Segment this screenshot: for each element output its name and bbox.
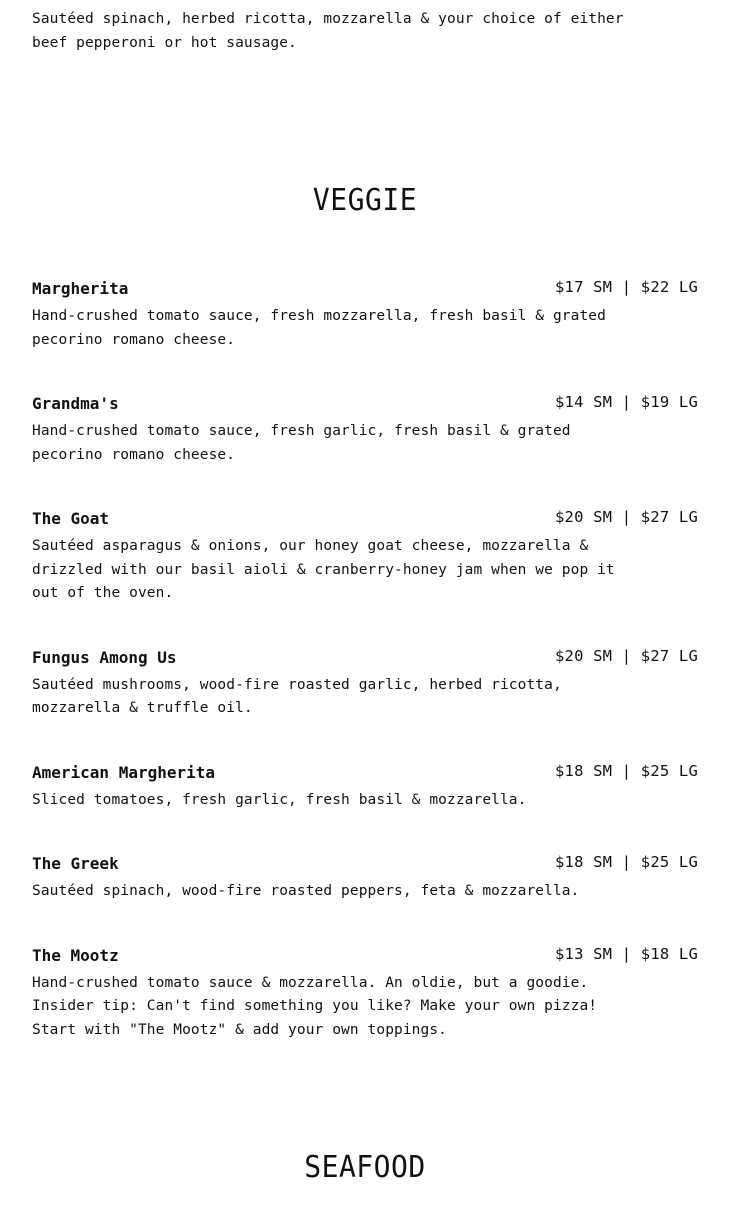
- menu-item-header: [32, 505, 698, 529]
- section-title-seafood: SEAFOOD: [304, 1148, 426, 1185]
- menu-item: [32, 759, 698, 813]
- menu-item-price: $18 SM | $25 LG: [555, 761, 698, 780]
- menu-item-header: [32, 942, 698, 966]
- menu-item-price: $17 SM | $22 LG: [555, 278, 698, 296]
- menu-item-description: Hand-crushed tomato sauce, fresh garlic, fresh basil & grated pecorino romano cheese.: [32, 423, 571, 463]
- veggie-menu-list: [32, 275, 698, 1080]
- menu-item-description: Hand-crushed tomato sauce & mozzarella. An oldie, but a goodie. Insider tip: Can't find something you like? Make your own pizza! Start with "The Mootz" & add your own toppings.: [32, 974, 598, 1038]
- menu-item-description: Sautéed mushrooms, wood-fire roasted garlic, herbed ricotta, mozzarella & truffle oil.: [32, 676, 562, 716]
- menu-item-header: [32, 390, 698, 414]
- menu-item-name: Grandma's: [32, 394, 119, 413]
- section-title-veggie: VEGGIE: [312, 181, 418, 218]
- menu-item: [32, 644, 698, 721]
- menu-item-description: Hand-crushed tomato sauce, fresh mozzarella, fresh basil & grated pecorino romano cheese.: [32, 308, 606, 348]
- menu-item-name: American Margherita: [32, 762, 216, 782]
- menu-item: [32, 505, 698, 606]
- menu-item-price: $14 SM | $19 LG: [555, 393, 698, 411]
- menu-item-name: Fungus Among Us: [32, 647, 177, 667]
- menu-item-header: [32, 850, 698, 874]
- menu-item-header: [32, 759, 698, 783]
- menu-item-name: Margherita: [32, 279, 129, 298]
- menu-item-description: Sautéed spinach, wood-fire roasted peppers, feta & mozzarella.: [32, 883, 580, 899]
- menu-item-header: [32, 644, 698, 668]
- menu-item-price: $18 SM | $25 LG: [555, 853, 698, 871]
- menu-item-description: Sautéed asparagus & onions, our honey goat cheese, mozzarella & drizzled with our basil aioli & cranberry-honey jam when we pop it out of the oven.: [32, 538, 615, 601]
- menu-item: [32, 390, 698, 467]
- menu-item: [32, 850, 698, 904]
- menu-item-header: [32, 275, 698, 299]
- menu-item-name: The Mootz: [32, 945, 119, 965]
- previous-item-description: Sautéed spinach, herbed ricotta, mozzarella & your choice of either beef pepperoni or hot sausage.: [32, 11, 624, 51]
- menu-item: [32, 942, 698, 1043]
- menu-item-price: $20 SM | $27 LG: [555, 508, 698, 526]
- menu-item-description: Sliced tomatoes, fresh garlic, fresh basil & mozzarella.: [32, 791, 527, 808]
- menu-item-price: $20 SM | $27 LG: [555, 646, 698, 665]
- menu-item: [32, 275, 698, 352]
- menu-item-name: The Goat: [32, 509, 110, 528]
- menu-item-name: The Greek: [32, 854, 119, 873]
- menu-item-price: $13 SM | $18 LG: [555, 944, 698, 963]
